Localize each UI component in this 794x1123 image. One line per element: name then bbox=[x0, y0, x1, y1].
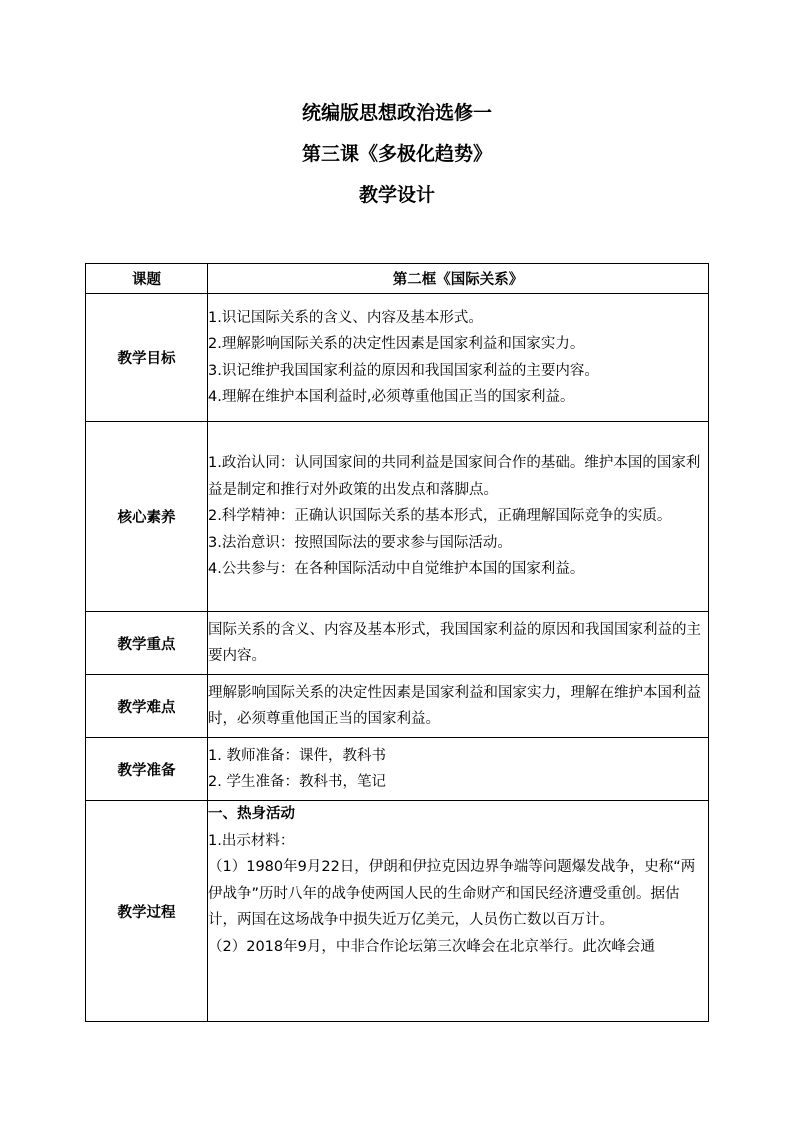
key-points-text: 国际关系的含义、内容及基本形式，我国国家利益的原因和我国国家利益的主要内容。 bbox=[208, 621, 701, 664]
literacy-content bbox=[208, 422, 709, 612]
topic-value: 第二框《国际关系》 bbox=[208, 264, 709, 294]
process-item: （2）2018年9月，中非合作论坛第三次峰会在北京举行。此次峰会通 bbox=[208, 938, 655, 955]
difficulties-content bbox=[208, 675, 709, 738]
literacy-item: 2.科学精神：正确认识国际关系的基本形式，正确理解国际竞争的实质。 bbox=[208, 508, 672, 525]
table-row-difficulties bbox=[86, 675, 709, 738]
literacy-item: 1.政治认同：认同国家间的共同利益是国家间合作的基础。维护本国的国家利益是制定和推行对外政策的出发点和落脚点。 bbox=[208, 455, 701, 498]
topic-label: 课题 bbox=[86, 264, 208, 294]
process-content bbox=[208, 801, 709, 1022]
process-item: （1）1980年9月22日，伊朗和伊拉克因边界争端等问题爆发战争，史称“两伊战争”历时八年的战争使两国人民的生命财产和国民经济遭受重创。据估计，两国在这场战争中损失近万亿美元，人员伤亡数以百万计。 bbox=[208, 859, 696, 928]
table-row-literacy bbox=[86, 422, 709, 612]
objective-item: 2.理解影响国际关系的决定性因素是国家利益和国家实力。 bbox=[208, 336, 585, 352]
literacy-label: 核心素养 bbox=[86, 422, 208, 612]
literacy-item: 3.法治意识：按照国际法的要求参与国际活动。 bbox=[208, 534, 512, 551]
preparation-content bbox=[208, 738, 709, 801]
difficulties-label: 教学难点 bbox=[86, 675, 208, 738]
document-title-type: 教学设计 bbox=[358, 184, 435, 206]
process-label: 教学过程 bbox=[86, 801, 208, 1022]
table-row-key-points bbox=[86, 612, 709, 675]
document-title-lesson: 第三课《多极化趋势》 bbox=[301, 143, 492, 165]
literacy-item: 4.公共参与：在各种国际活动中自觉维护本国的国家利益。 bbox=[208, 561, 585, 578]
table-row-preparation bbox=[86, 738, 709, 801]
objectives-label: 教学目标 bbox=[86, 294, 208, 422]
document-title-series: 统编版思想政治选修一 bbox=[301, 102, 492, 124]
preparation-item: 1. 教师准备：课件，教科书 bbox=[208, 747, 386, 764]
objective-item: 4.理解在维护本国利益时,必须尊重他国正当的国家利益。 bbox=[208, 389, 575, 405]
preparation-label: 教学准备 bbox=[86, 738, 208, 801]
objective-item: 3.识记维护我国国家利益的原因和我国国家利益的主要内容。 bbox=[208, 362, 599, 379]
preparation-item: 2. 学生准备：教科书，笔记 bbox=[208, 774, 386, 790]
table-row-objectives bbox=[86, 294, 709, 422]
table-row-process bbox=[86, 801, 709, 1022]
objectives-content bbox=[208, 294, 709, 422]
key-points-label: 教学重点 bbox=[86, 612, 208, 675]
table-row-topic bbox=[86, 264, 709, 294]
document-title-block bbox=[0, 100, 794, 223]
lesson-plan-table bbox=[85, 263, 709, 1022]
difficulties-text: 理解影响国际关系的决定性因素是国家利益和国家实力，理解在维护本国利益时，必须尊重他国正当的国家利益。 bbox=[208, 684, 701, 727]
objective-item: 1.识记国际关系的含义、内容及基本形式。 bbox=[208, 309, 483, 326]
key-points-content bbox=[208, 612, 709, 675]
process-section-title: 一、热身活动 bbox=[208, 806, 295, 822]
process-item: 1.出示材料： bbox=[208, 832, 295, 849]
